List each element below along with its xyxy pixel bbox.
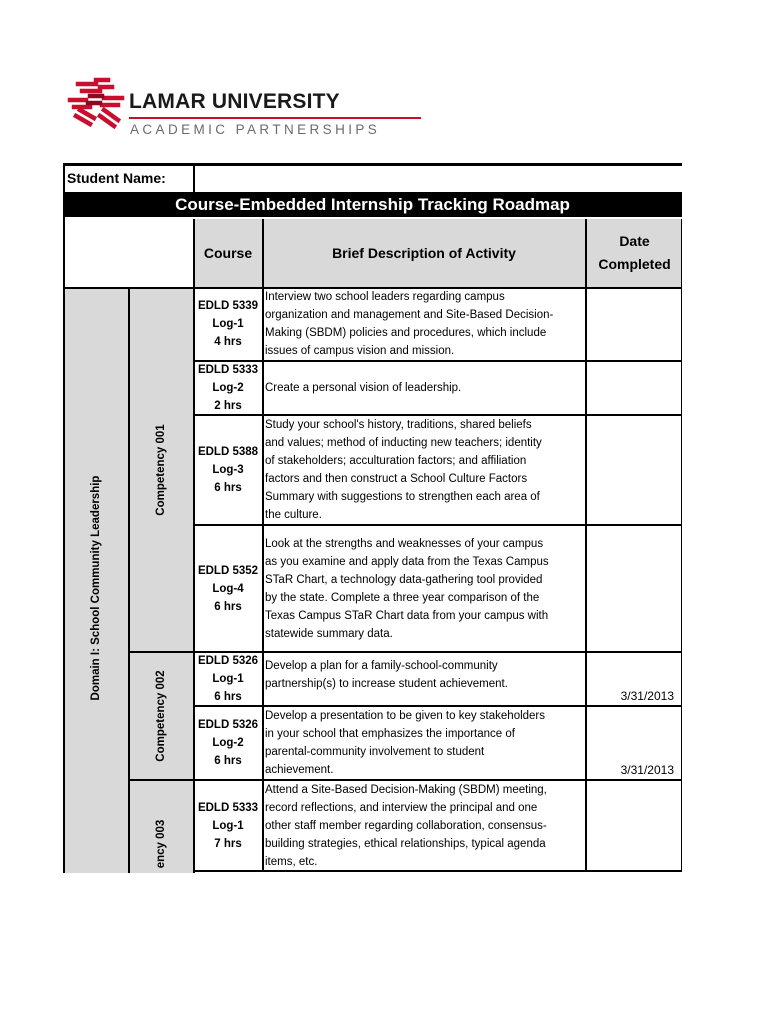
border-right xyxy=(681,219,682,872)
competency-001-cell xyxy=(129,288,193,651)
student-name-label: Student Name: xyxy=(67,170,166,186)
competency-001-label: Competency 001 xyxy=(155,424,167,516)
row-1-description: Interview two school leaders regarding campus organization and management and Site-Based Decision- Making (SBDM) policies and procedures, which include issues of campus vision and mission. xyxy=(265,291,554,357)
row-6-description: Develop a presentation to be given to key stakeholders in your school that emphasizes the importance of parental-community involvement to student achievement. xyxy=(265,710,546,776)
row-3-date[interactable] xyxy=(587,416,682,524)
row-divider-5 xyxy=(193,705,682,707)
logo-subtitle: ACADEMIC PARTNERSHIPS xyxy=(130,122,381,137)
border-top xyxy=(63,163,682,166)
row-divider-4 xyxy=(128,651,682,653)
header-date-line1: Date xyxy=(619,233,650,249)
lamar-logo xyxy=(66,76,381,138)
form-title: Course-Embedded Internship Tracking Roadmap xyxy=(63,192,682,217)
header-description: Brief Description of Activity xyxy=(263,219,585,287)
row-6-course: EDLD 5326 Log-2 6 hrs xyxy=(197,719,259,767)
row-1-course: EDLD 5339 Log-1 4 hrs xyxy=(197,300,259,348)
header-course: Course xyxy=(194,219,262,287)
row-divider-7 xyxy=(193,870,682,872)
logo-name: LAMAR UNIVERSITY xyxy=(129,90,340,113)
header-blank xyxy=(63,219,193,287)
star-logo-icon xyxy=(66,76,126,132)
row-3-course: EDLD 5388 Log-3 6 hrs xyxy=(197,446,259,494)
border-header-bottom xyxy=(63,287,682,289)
row-divider-3 xyxy=(193,524,682,526)
competency-002-cell xyxy=(129,653,193,779)
row-5-course: EDLD 5326 Log-1 6 hrs xyxy=(197,655,259,703)
description-divider xyxy=(585,219,587,872)
student-divider xyxy=(193,163,195,192)
roadmap-form xyxy=(63,163,682,873)
domain-cell xyxy=(63,288,128,873)
row-2-date[interactable] xyxy=(587,362,682,414)
logo-rule xyxy=(129,117,421,119)
row-3-description: Study your school's history, traditions, shared beliefs and values; method of inducting new teachers; identity of stakeholders; acculturation factors; and affiliation factors and then construct a School Culture Factors Summary with suggestions to strengthen each area of the culture. xyxy=(265,419,542,521)
row-7-course: EDLD 5333 Log-1 7 hrs xyxy=(197,802,259,850)
competency-divider xyxy=(193,219,195,873)
row-4-course: EDLD 5352 Log-4 6 hrs xyxy=(197,564,259,613)
domain-label: Domain I: School Community Leadership xyxy=(90,475,102,701)
row-divider-2 xyxy=(193,414,682,416)
row-5-date[interactable]: 3/31/2013 xyxy=(620,689,674,703)
row-7-date[interactable] xyxy=(587,781,682,871)
row-4-date[interactable] xyxy=(587,526,682,651)
row-4-description: Look at the strengths and weaknesses of your campus as you examine and apply data from the Texas Campus STaR Chart, a technology data-gathering tool provided by the state. Complete a three year comparison of the Texas Campus STaR Chart data from your campus with statewide summary data. xyxy=(265,537,549,640)
row-divider-1 xyxy=(193,360,682,362)
domain-divider xyxy=(128,288,130,873)
header-date-line2: Completed xyxy=(598,256,671,272)
header-date xyxy=(587,219,682,287)
row-2-description: Create a personal vision of leadership. xyxy=(265,382,462,394)
row-1-date[interactable] xyxy=(587,288,682,360)
course-divider xyxy=(262,219,264,872)
border-left xyxy=(63,163,65,873)
competency-003-cell xyxy=(129,781,193,873)
student-name-field[interactable] xyxy=(195,165,682,191)
competency-002-label: Competency 002 xyxy=(155,670,167,762)
row-2-course: EDLD 5333 Log-2 2 hrs xyxy=(197,364,259,412)
row-5-description: Develop a plan for a family-school-community partnership(s) to increase student achievement. xyxy=(265,660,508,690)
row-7-description: Attend a Site-Based Decision-Making (SBDM) meeting, record reflections, and interview the principal and one other staff member regarding collaboration, consensus- building strategies, ethical relationships, typical agenda items, etc. xyxy=(265,784,547,868)
row-6-date[interactable]: 3/31/2013 xyxy=(620,763,674,777)
row-divider-6 xyxy=(128,779,682,781)
competency-003-label: ency 003 xyxy=(155,819,167,869)
